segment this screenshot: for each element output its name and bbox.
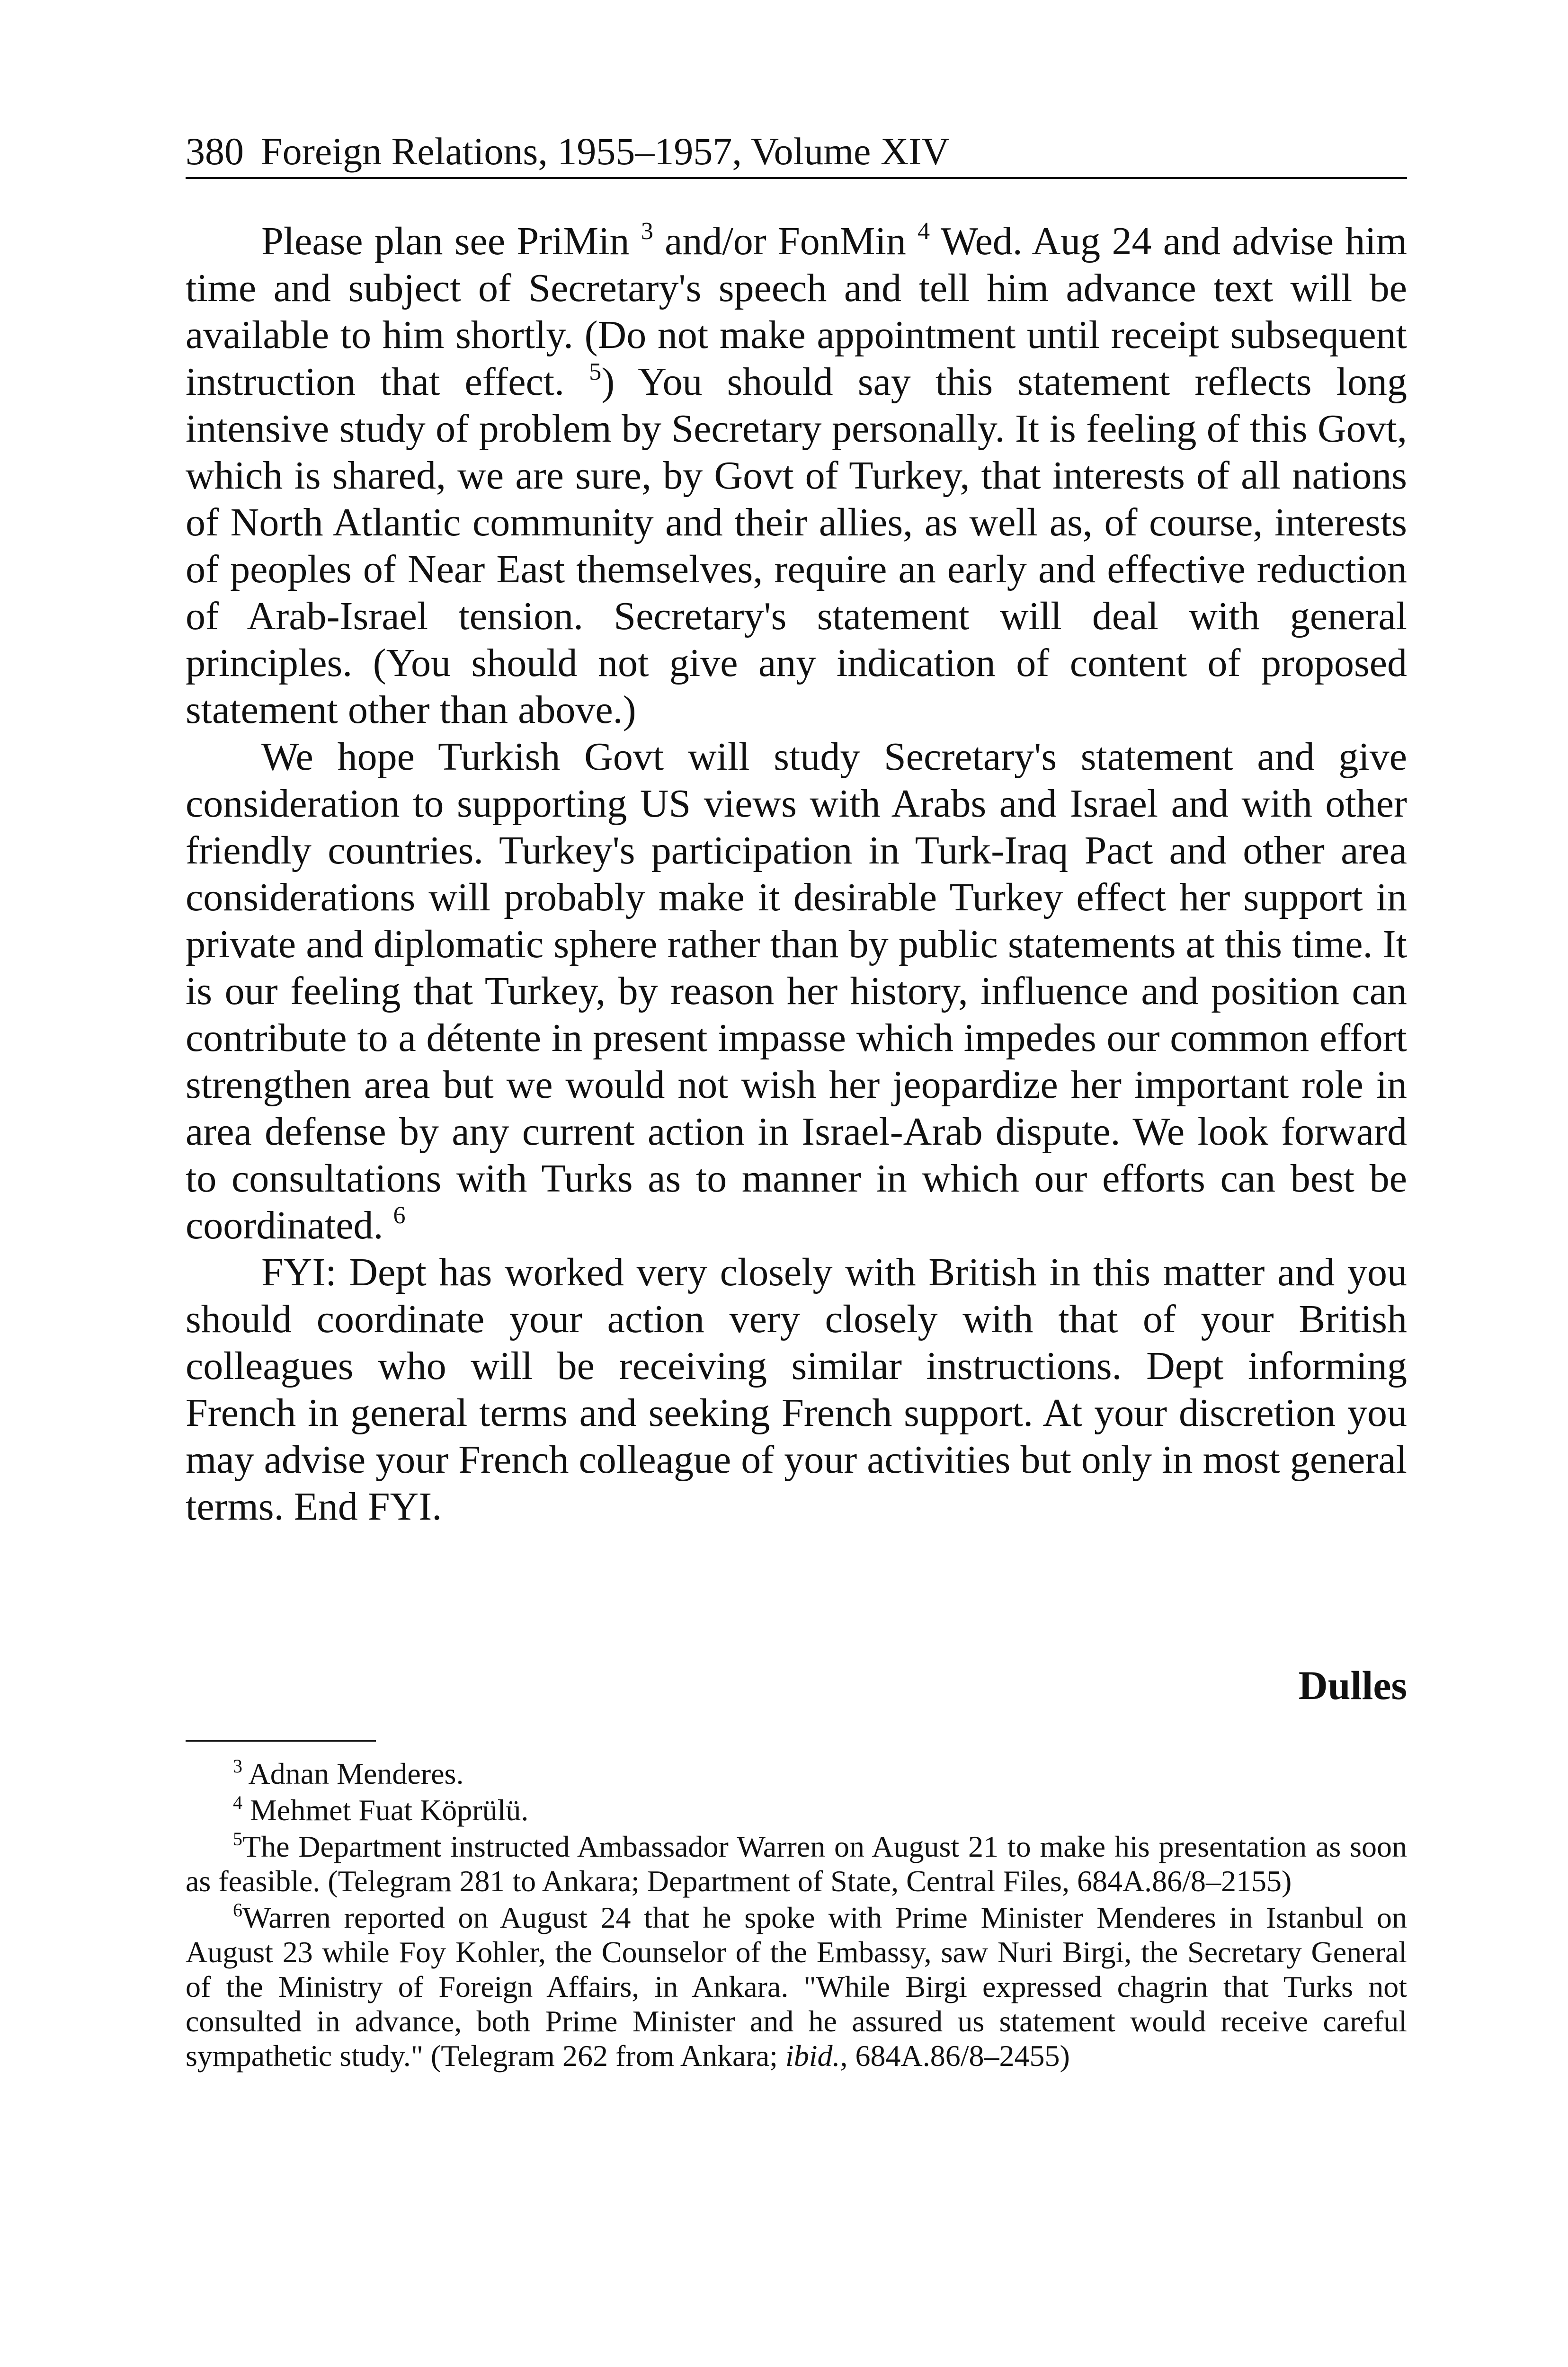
p1-text-b: and/or FonMin [665,219,906,263]
footnotes [186,1756,1407,2075]
footnote-ref-5[interactable]: 5 [589,358,602,385]
p1-text-c: Wed. Aug 24 and advise him time and subject of Secretary's speech and tell him advance text will be available to him shortly. (Do not make appointment until receipt subsequent instruction that effect. [186,219,1408,404]
footnote-ref-4[interactable]: 4 [918,218,930,245]
paragraph-3 [186,1249,1407,1530]
footnote-number: 6 [233,1899,242,1921]
footnote-divider [186,1740,376,1742]
paragraph-1 [186,218,1407,733]
footnote-text: Mehmet Fuat Köprülü. [250,1793,529,1827]
footnote-4 [186,1793,1407,1827]
footnote-ref-6[interactable]: 6 [393,1202,406,1229]
running-title: Foreign Relations, 1955–1957, Volume XIV [261,130,950,173]
footnote-ref-3[interactable]: 3 [641,218,653,245]
page-number: 380 [186,130,244,173]
page-header [186,128,1407,179]
footnote-6 [186,1900,1407,2073]
telegram-body [186,218,1407,1530]
footnote-text: Adnan Menderes. [248,1757,464,1790]
signature: Dulles [1298,1663,1407,1708]
footnote-text-b: , 684A.86/8–2455) [840,2039,1070,2073]
footnote-text-a: Warren reported on August 24 that he spoke with Prime Minister Menderes in Istanbul on August 23 while Foy Kohler, the Counselor of the Embassy, saw Nuri Birgi, the Secretary General of the Ministry of Foreign Affairs, in Ankara. "While Birgi expressed chagrin that Turks not consulted in advance, both Prime Minister and he assured us statement would receive careful sympathetic study." (Telegram 262 from Ankara; [186,1901,1407,2073]
footnote-3 [186,1756,1407,1791]
footnote-number: 3 [233,1755,242,1777]
p2-text: We hope Turkish Govt will study Secretary's statement and give consideration to supporting US views with Arabs and Israel and with other friendly countries. Turkey's participation in Turk-Iraq Pact and other area considerations will probably make it desirable Turkey effect her support in private and diplomatic sphere rather than by public statements at this time. It is our feeling that Turkey, by reason her history, influence and position can contribute to a détente in present impasse which impedes our common effort strengthen area but we would not wish her jeopardize her important role in area defense by any current action in Israel-Arab dispute. We look forward to consultations with Turks as to manner in which our efforts can best be coordinated. [186,735,1407,1247]
ibid-citation: ibid. [785,2039,840,2073]
p1-text-a: Please plan see PriMin [261,219,630,263]
footnote-text: The Department instructed Ambassador Warren on August 21 to make his presentation as soon as feasible. (Telegram 281 to Ankara; Department of State, Central Files, 684A.86/8–2155) [186,1830,1407,1898]
p1-text-d: ) You should say this statement reflects long intensive study of problem by Secretary personally. It is feeling of this Govt, which is shared, we are sure, by Govt of Turkey, that interests of all nations of North Atlantic community and their allies, as well as, of course, interests of peoples of Near East themselves, require an early and effective reduction of Arab-Israel tension. Secretary's statement will deal with general principles. (You should not give any indication of content of proposed statement other than above.) [186,360,1407,732]
p3-text: FYI: Dept has worked very closely with British in this matter and you should coordinate your action very closely with that of your British colleagues who will be receiving similar instructions. Dept informing French in general terms and seeking French support. At your discretion you may advise your French colleague of your activities but only in most general terms. End FYI. [186,1250,1407,1529]
footnote-number: 4 [233,1792,242,1813]
footnote-5 [186,1829,1407,1898]
paragraph-2 [186,733,1407,1249]
footnote-number: 5 [233,1828,242,1850]
